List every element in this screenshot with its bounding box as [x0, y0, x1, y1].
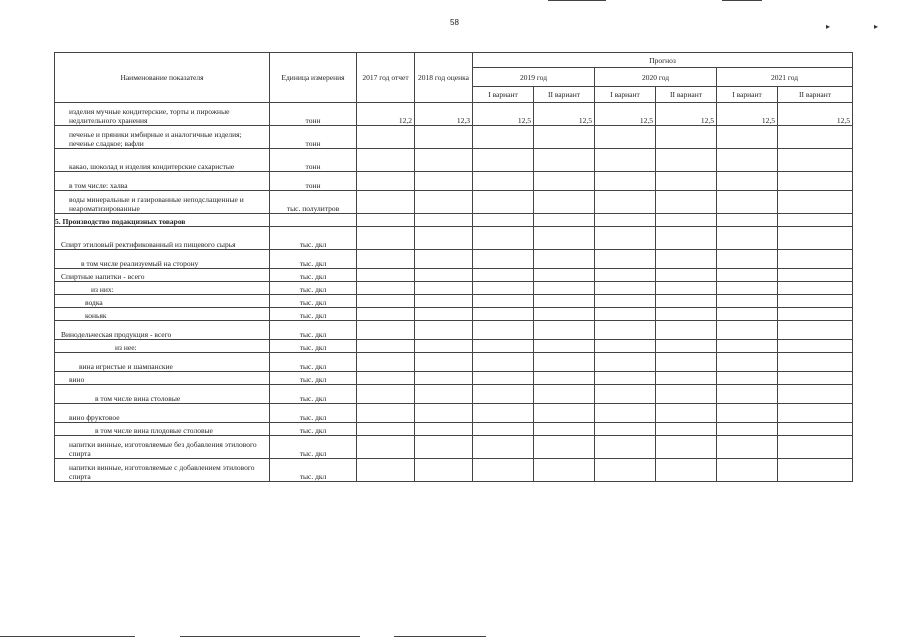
value-cell — [415, 191, 473, 214]
table-row — [55, 436, 853, 459]
table-row — [55, 385, 853, 404]
value-cell — [415, 214, 473, 227]
value-cell — [717, 372, 778, 385]
header-unit: Единица измерения — [270, 53, 357, 103]
row-unit: тыс. дкл — [270, 282, 357, 295]
row-unit: тыс. дкл — [270, 250, 357, 269]
value-cell — [357, 172, 415, 191]
value-cell: 12,5 — [778, 103, 853, 126]
row-unit: тыс. дкл — [270, 436, 357, 459]
value-cell — [357, 436, 415, 459]
value-cell — [473, 372, 534, 385]
value-cell — [656, 436, 717, 459]
row-name: в том числе реализуемый на сторону — [55, 250, 270, 269]
value-cell — [717, 250, 778, 269]
value-cell — [534, 308, 595, 321]
value-cell — [778, 149, 853, 172]
row-name: коньяк — [55, 308, 270, 321]
value-cell — [717, 126, 778, 149]
row-name: из нее: — [55, 340, 270, 353]
row-name: печенье и пряники имбирные и аналогичные изделия; печенье сладкое; вафли — [55, 126, 270, 149]
table-row — [55, 227, 853, 250]
value-cell — [595, 372, 656, 385]
row-unit: тыс. дкл — [270, 459, 357, 482]
value-cell — [415, 423, 473, 436]
value-cell — [778, 191, 853, 214]
value-cell — [473, 269, 534, 282]
value-cell — [357, 404, 415, 423]
value-cell — [778, 459, 853, 482]
value-cell — [415, 436, 473, 459]
value-cell — [595, 250, 656, 269]
value-cell — [595, 295, 656, 308]
value-cell — [415, 227, 473, 250]
value-cell — [473, 149, 534, 172]
value-cell — [595, 459, 656, 482]
value-cell — [534, 372, 595, 385]
value-cell — [534, 282, 595, 295]
table-row — [55, 149, 853, 172]
table-row — [55, 269, 853, 282]
value-cell — [717, 436, 778, 459]
value-cell — [415, 282, 473, 295]
value-cell — [473, 308, 534, 321]
row-unit: тыс. дкл — [270, 295, 357, 308]
value-cell — [534, 250, 595, 269]
table-row — [55, 321, 853, 340]
value-cell — [717, 340, 778, 353]
value-cell — [357, 227, 415, 250]
top-edge-line-2 — [722, 0, 762, 1]
value-cell — [595, 214, 656, 227]
value-cell — [473, 227, 534, 250]
row-name: напитки винные, изготовляемые с добавлением этилового спирта — [55, 459, 270, 482]
row-name: в том числе вина плодовые столовые — [55, 423, 270, 436]
value-cell — [534, 126, 595, 149]
value-cell — [595, 340, 656, 353]
value-cell — [534, 353, 595, 372]
value-cell — [357, 459, 415, 482]
value-cell — [415, 353, 473, 372]
value-cell — [595, 385, 656, 404]
value-cell — [357, 340, 415, 353]
value-cell — [778, 385, 853, 404]
value-cell — [595, 191, 656, 214]
table-row — [55, 459, 853, 482]
value-cell — [656, 250, 717, 269]
value-cell — [595, 149, 656, 172]
row-unit: тыс. дкл — [270, 385, 357, 404]
table-row — [55, 423, 853, 436]
value-cell — [656, 149, 717, 172]
value-cell — [717, 227, 778, 250]
value-cell: 12,5 — [534, 103, 595, 126]
value-cell — [534, 321, 595, 340]
value-cell — [656, 321, 717, 340]
header-forecast: Прогноз — [473, 53, 853, 68]
value-cell — [415, 172, 473, 191]
value-cell — [656, 423, 717, 436]
value-cell — [357, 372, 415, 385]
value-cell — [778, 172, 853, 191]
value-cell: 12,5 — [656, 103, 717, 126]
table-row — [55, 404, 853, 423]
value-cell — [415, 459, 473, 482]
table-row — [55, 282, 853, 295]
value-cell — [778, 227, 853, 250]
value-cell — [534, 423, 595, 436]
table-row — [55, 353, 853, 372]
table-row — [55, 172, 853, 191]
value-cell — [415, 149, 473, 172]
value-cell — [415, 295, 473, 308]
value-cell — [473, 126, 534, 149]
value-cell — [656, 227, 717, 250]
value-cell — [357, 353, 415, 372]
value-cell — [778, 308, 853, 321]
value-cell — [357, 423, 415, 436]
value-cell — [534, 459, 595, 482]
value-cell — [717, 172, 778, 191]
value-cell — [473, 404, 534, 423]
row-name: в том числе: халва — [55, 172, 270, 191]
value-cell — [778, 282, 853, 295]
header-name: Наименование показателя — [55, 53, 270, 103]
header-year-2021: 2021 год — [717, 68, 853, 87]
value-cell — [595, 423, 656, 436]
value-cell — [656, 282, 717, 295]
table-row — [55, 340, 853, 353]
value-cell — [473, 459, 534, 482]
table-row — [55, 250, 853, 269]
value-cell — [473, 340, 534, 353]
row-unit: тыс. дкл — [270, 423, 357, 436]
header-2017: 2017 год отчет — [357, 53, 415, 103]
value-cell — [778, 436, 853, 459]
value-cell — [717, 149, 778, 172]
value-cell — [778, 353, 853, 372]
value-cell — [717, 308, 778, 321]
value-cell — [656, 126, 717, 149]
row-unit: тонн — [270, 172, 357, 191]
value-cell — [778, 404, 853, 423]
value-cell — [717, 321, 778, 340]
value-cell: 12,5 — [473, 103, 534, 126]
value-cell — [415, 126, 473, 149]
row-name: воды минеральные и газированные неподслащенные и неароматизированные — [55, 191, 270, 214]
row-unit: тыс. дкл — [270, 340, 357, 353]
header-year-2020: 2020 год — [595, 68, 717, 87]
value-cell — [717, 459, 778, 482]
value-cell — [357, 149, 415, 172]
value-cell — [357, 250, 415, 269]
value-cell — [534, 404, 595, 423]
row-unit: тыс. дкл — [270, 404, 357, 423]
value-cell — [357, 126, 415, 149]
value-cell — [595, 269, 656, 282]
row-name: вино фруктовое — [55, 404, 270, 423]
row-name: из них: — [55, 282, 270, 295]
value-cell — [656, 295, 717, 308]
row-name: вино — [55, 372, 270, 385]
row-name: изделия мучные кондитерские, торты и пирожные недлительного хранения — [55, 103, 270, 126]
value-cell — [473, 385, 534, 404]
value-cell — [415, 321, 473, 340]
forecast-table — [54, 52, 853, 482]
row-unit — [270, 214, 357, 227]
value-cell — [595, 126, 656, 149]
value-cell — [717, 423, 778, 436]
value-cell — [473, 282, 534, 295]
value-cell — [415, 404, 473, 423]
value-cell — [717, 191, 778, 214]
value-cell — [357, 295, 415, 308]
header-year-2019: 2019 год — [473, 68, 595, 87]
row-unit: тыс. дкл — [270, 308, 357, 321]
value-cell — [595, 227, 656, 250]
value-cell — [656, 385, 717, 404]
value-cell — [415, 250, 473, 269]
header-2018: 2018 год оценка — [415, 53, 473, 103]
value-cell — [656, 308, 717, 321]
value-cell — [717, 295, 778, 308]
bottom-edge-line-3 — [394, 636, 486, 637]
value-cell — [778, 295, 853, 308]
table-row — [55, 103, 853, 126]
value-cell — [534, 214, 595, 227]
value-cell — [656, 269, 717, 282]
table-row — [55, 308, 853, 321]
value-cell — [534, 227, 595, 250]
row-name: 5. Производство подакцизных товаров — [55, 214, 270, 227]
value-cell — [778, 269, 853, 282]
page-number: 58 — [450, 18, 459, 27]
table-row — [55, 372, 853, 385]
row-unit: тонн — [270, 149, 357, 172]
value-cell — [595, 308, 656, 321]
value-cell — [717, 214, 778, 227]
value-cell — [473, 172, 534, 191]
value-cell — [717, 282, 778, 295]
header-variant: I вариант — [473, 87, 534, 103]
row-unit: тыс. дкл — [270, 353, 357, 372]
value-cell — [357, 282, 415, 295]
value-cell — [473, 423, 534, 436]
value-cell — [656, 340, 717, 353]
value-cell — [595, 353, 656, 372]
value-cell — [534, 385, 595, 404]
value-cell — [778, 423, 853, 436]
row-unit: тыс. дкл — [270, 321, 357, 340]
value-cell — [534, 295, 595, 308]
value-cell — [656, 172, 717, 191]
value-cell — [717, 385, 778, 404]
value-cell: 12,5 — [717, 103, 778, 126]
value-cell — [357, 321, 415, 340]
value-cell — [595, 436, 656, 459]
table-row — [55, 214, 853, 227]
table-row — [55, 191, 853, 214]
value-cell — [473, 295, 534, 308]
value-cell — [656, 459, 717, 482]
value-cell — [534, 149, 595, 172]
row-unit: тыс. дкл — [270, 269, 357, 282]
row-unit: тонн — [270, 126, 357, 149]
value-cell — [778, 372, 853, 385]
value-cell: 12,5 — [595, 103, 656, 126]
value-cell — [473, 250, 534, 269]
row-name: напитки винные, изготовляемые без добавления этилового спирта — [55, 436, 270, 459]
value-cell — [473, 321, 534, 340]
value-cell — [534, 436, 595, 459]
value-cell — [415, 372, 473, 385]
row-unit: тыс. дкл — [270, 372, 357, 385]
value-cell — [357, 308, 415, 321]
row-name: какао, шоколад и изделия кондитерские сахаристые — [55, 149, 270, 172]
header-variant: II вариант — [534, 87, 595, 103]
row-unit: тыс. полулитров — [270, 191, 357, 214]
value-cell — [656, 404, 717, 423]
value-cell — [595, 282, 656, 295]
row-name: вина игристые и шампанские — [55, 353, 270, 372]
header-variant: II вариант — [656, 87, 717, 103]
value-cell — [473, 191, 534, 214]
value-cell — [357, 385, 415, 404]
value-cell — [534, 340, 595, 353]
top-edge-line-1 — [548, 0, 606, 1]
header-variant: I вариант — [595, 87, 656, 103]
row-name: водка — [55, 295, 270, 308]
row-unit: тыс. дкл — [270, 227, 357, 250]
value-cell — [778, 126, 853, 149]
value-cell — [357, 269, 415, 282]
value-cell — [717, 269, 778, 282]
table-row — [55, 126, 853, 149]
header-variant: II вариант — [778, 87, 853, 103]
bottom-edge-line-2 — [180, 636, 360, 637]
value-cell — [595, 172, 656, 191]
value-cell — [717, 353, 778, 372]
value-cell — [357, 191, 415, 214]
value-cell — [534, 172, 595, 191]
value-cell — [717, 404, 778, 423]
value-cell — [656, 191, 717, 214]
value-cell — [656, 214, 717, 227]
scan-mark-left: ▸ — [826, 22, 831, 31]
value-cell — [595, 321, 656, 340]
value-cell — [473, 353, 534, 372]
value-cell — [415, 385, 473, 404]
row-name: Винодельческая продукция - всего — [55, 321, 270, 340]
row-name: Спиртные напитки - всего — [55, 269, 270, 282]
row-unit: тонн — [270, 103, 357, 126]
value-cell — [778, 214, 853, 227]
value-cell: 12,3 — [415, 103, 473, 126]
row-name: Спирт этиловый ректификованный из пищевого сырья — [55, 227, 270, 250]
scan-mark-right: ▸ — [874, 22, 879, 31]
value-cell — [473, 214, 534, 227]
value-cell — [595, 404, 656, 423]
value-cell — [656, 353, 717, 372]
value-cell — [534, 191, 595, 214]
value-cell — [778, 340, 853, 353]
value-cell — [656, 372, 717, 385]
value-cell — [415, 340, 473, 353]
value-cell — [778, 250, 853, 269]
value-cell — [415, 308, 473, 321]
value-cell: 12,2 — [357, 103, 415, 126]
header-variant: I вариант — [717, 87, 778, 103]
value-cell — [357, 214, 415, 227]
row-name: в том числе вина столовые — [55, 385, 270, 404]
value-cell — [415, 269, 473, 282]
bottom-edge-line-1 — [0, 636, 135, 637]
table-body — [55, 103, 853, 482]
value-cell — [473, 436, 534, 459]
table-row — [55, 295, 853, 308]
value-cell — [534, 269, 595, 282]
value-cell — [778, 321, 853, 340]
